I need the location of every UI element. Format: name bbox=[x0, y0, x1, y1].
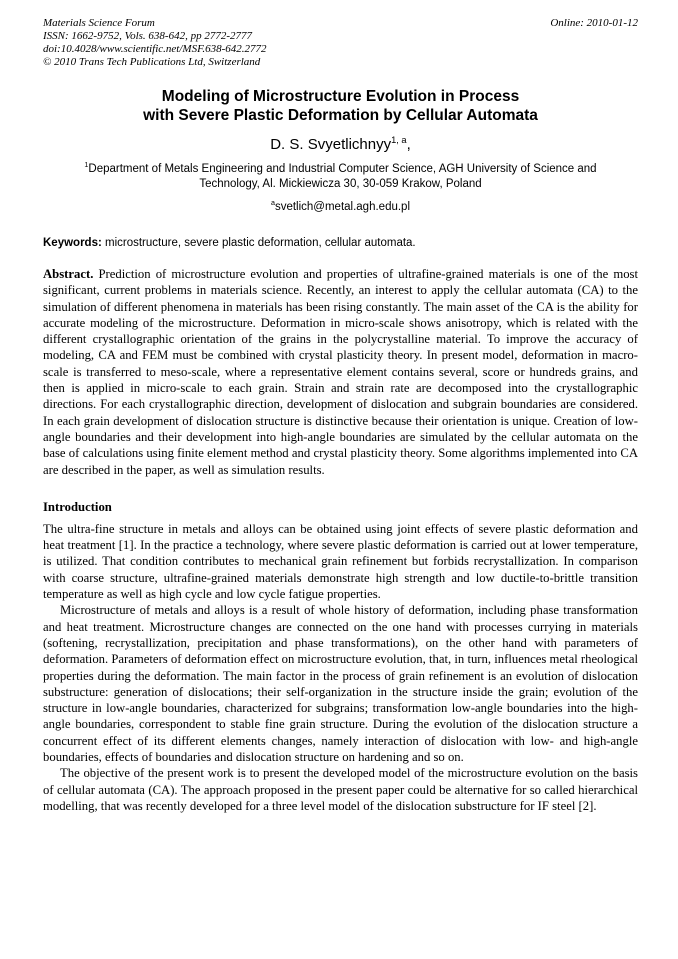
author-superscript: 1, a bbox=[391, 135, 407, 145]
abstract bbox=[43, 266, 638, 478]
author-suffix: , bbox=[406, 136, 411, 153]
journal-header bbox=[43, 17, 638, 69]
journal-header-left bbox=[43, 17, 267, 69]
paper-title-line1: Modeling of Microstructure Evolution in Process bbox=[161, 88, 520, 105]
intro-paragraph-1: The ultra-fine structure in metals and alloys can be obtained using joint effects of severe plastic deformation and heat treatment [1]. In the practice a technology, where severe plastic deformation is carried out at lower temperature, is utilized. That condition contributes to mechanical grain refinement but forbids recrystallization. In comparison with coarse structure, ultrafine-grained materials demonstrate high strength and low ductile-to-brittle transition temperature as well as high cycle and low cycle fatigue properties. bbox=[43, 521, 638, 602]
affiliation-superscript: 1 bbox=[84, 161, 89, 170]
keywords-text: microstructure, severe plastic deformation, cellular automata. bbox=[101, 237, 416, 249]
intro-paragraph-3: The objective of the present work is to present the developed model of the microstructure evolution on the basis of cellular automata (CA). The approach proposed in the present paper could be alternative for so called hierarchical modelling, that was recently developed for a three level model of the dislocation substructure for IF steel [2]. bbox=[43, 766, 638, 813]
doi-line: doi:10.4028/www.scientific.net/MSF.638-642.2772 bbox=[43, 43, 267, 55]
affiliation bbox=[65, 162, 617, 191]
section-heading-introduction: Introduction bbox=[43, 499, 112, 514]
paper-title-line2: with Severe Plastic Deformation by Cellular Automata bbox=[143, 107, 538, 124]
affiliation-text: Department of Metals Engineering and Industrial Computer Science, AGH University of Science and Technology, Al. Mickiewicza 30, 30-059 Krakow, Poland bbox=[88, 163, 597, 190]
author-name: D. S. Svyetlichnyy bbox=[270, 136, 392, 153]
author-line bbox=[43, 136, 638, 154]
keywords-label: Keywords: bbox=[43, 237, 102, 249]
online-date: Online: 2010-01-12 bbox=[550, 17, 638, 29]
issn-line: ISSN: 1662-9752, Vols. 638-642, pp 2772-2777 bbox=[43, 30, 252, 42]
keywords-line bbox=[43, 236, 638, 250]
paper-title bbox=[43, 87, 638, 125]
abstract-label: Abstract. bbox=[43, 267, 94, 281]
intro-paragraph-2: Microstructure of metals and alloys is a result of whole history of deformation, including phase transformation and heat treatment. Microstructure changes are connected on the one hand with processes currying in materials (softening, recrystallization, precipitation and phase transformations), on the other hand with parameters of deformation. Parameters of deformation effect on microstructure evolution, that, in turn, influences metal rheological properties during the deformation. The main factor in the process of grain refinement is an evolution of dislocation substructure: generation of dislocations; their self-organization in the structure inside the grain; evolution of the structure in low-angle boundaries, characterized for subgrains; transformation low-angle boundaries into the high-angle boundaries, correspondent to stable fine grain structure. During the evolution of the dislocation structure a concurrent effect of its different elements changes, namely interaction of dislocation with low- and high-angle boundaries, effects of boundaries and dislocation structure on hardening and so on. bbox=[43, 603, 638, 765]
copyright-line: © 2010 Trans Tech Publications Ltd, Switzerland bbox=[43, 56, 261, 68]
journal-title: Materials Science Forum bbox=[43, 17, 155, 29]
email-line bbox=[43, 200, 638, 214]
abstract-text: Prediction of microstructure evolution and properties of ultrafine-grained materials is one of the most significant, current problems in materials science. Recently, an interest to apply the cellular automata (CA) to the simulation of different phenomena in materials has been rising constantly. The main asset of the CA is the ability for accurate modeling of the microstructure. Deformation in micro-scale shows anisotropy, which is related with the different crystallographic orientation of the grains in the polycrystalline material. To improve the accuracy of modeling, CA and FEM must be combined with crystal plasticity theory. In present model, deformation in macro-scale is transferred to meso-scale, where a representative element contains several, score or hundreds grains, and then is applied in micro-scale to each grain. Strain and strain rate are decomposed into the crystallographic directions. For each crystallographic direction, development of dislocation and subgrain boundaries are considered. In each grain development of dislocation structure is distinctive because their orientation is unique. Creation of low-angle boundaries and their development into high-angle boundaries are simulated by the cellular automata on the base of calculations using finite element method and crystal plasticity theory. Some algorithms implemented into CA are described in the paper, as well as simulation results. bbox=[43, 267, 638, 477]
email-superscript: a bbox=[270, 199, 275, 208]
email-address: svetlich@metal.agh.edu.pl bbox=[274, 201, 411, 213]
